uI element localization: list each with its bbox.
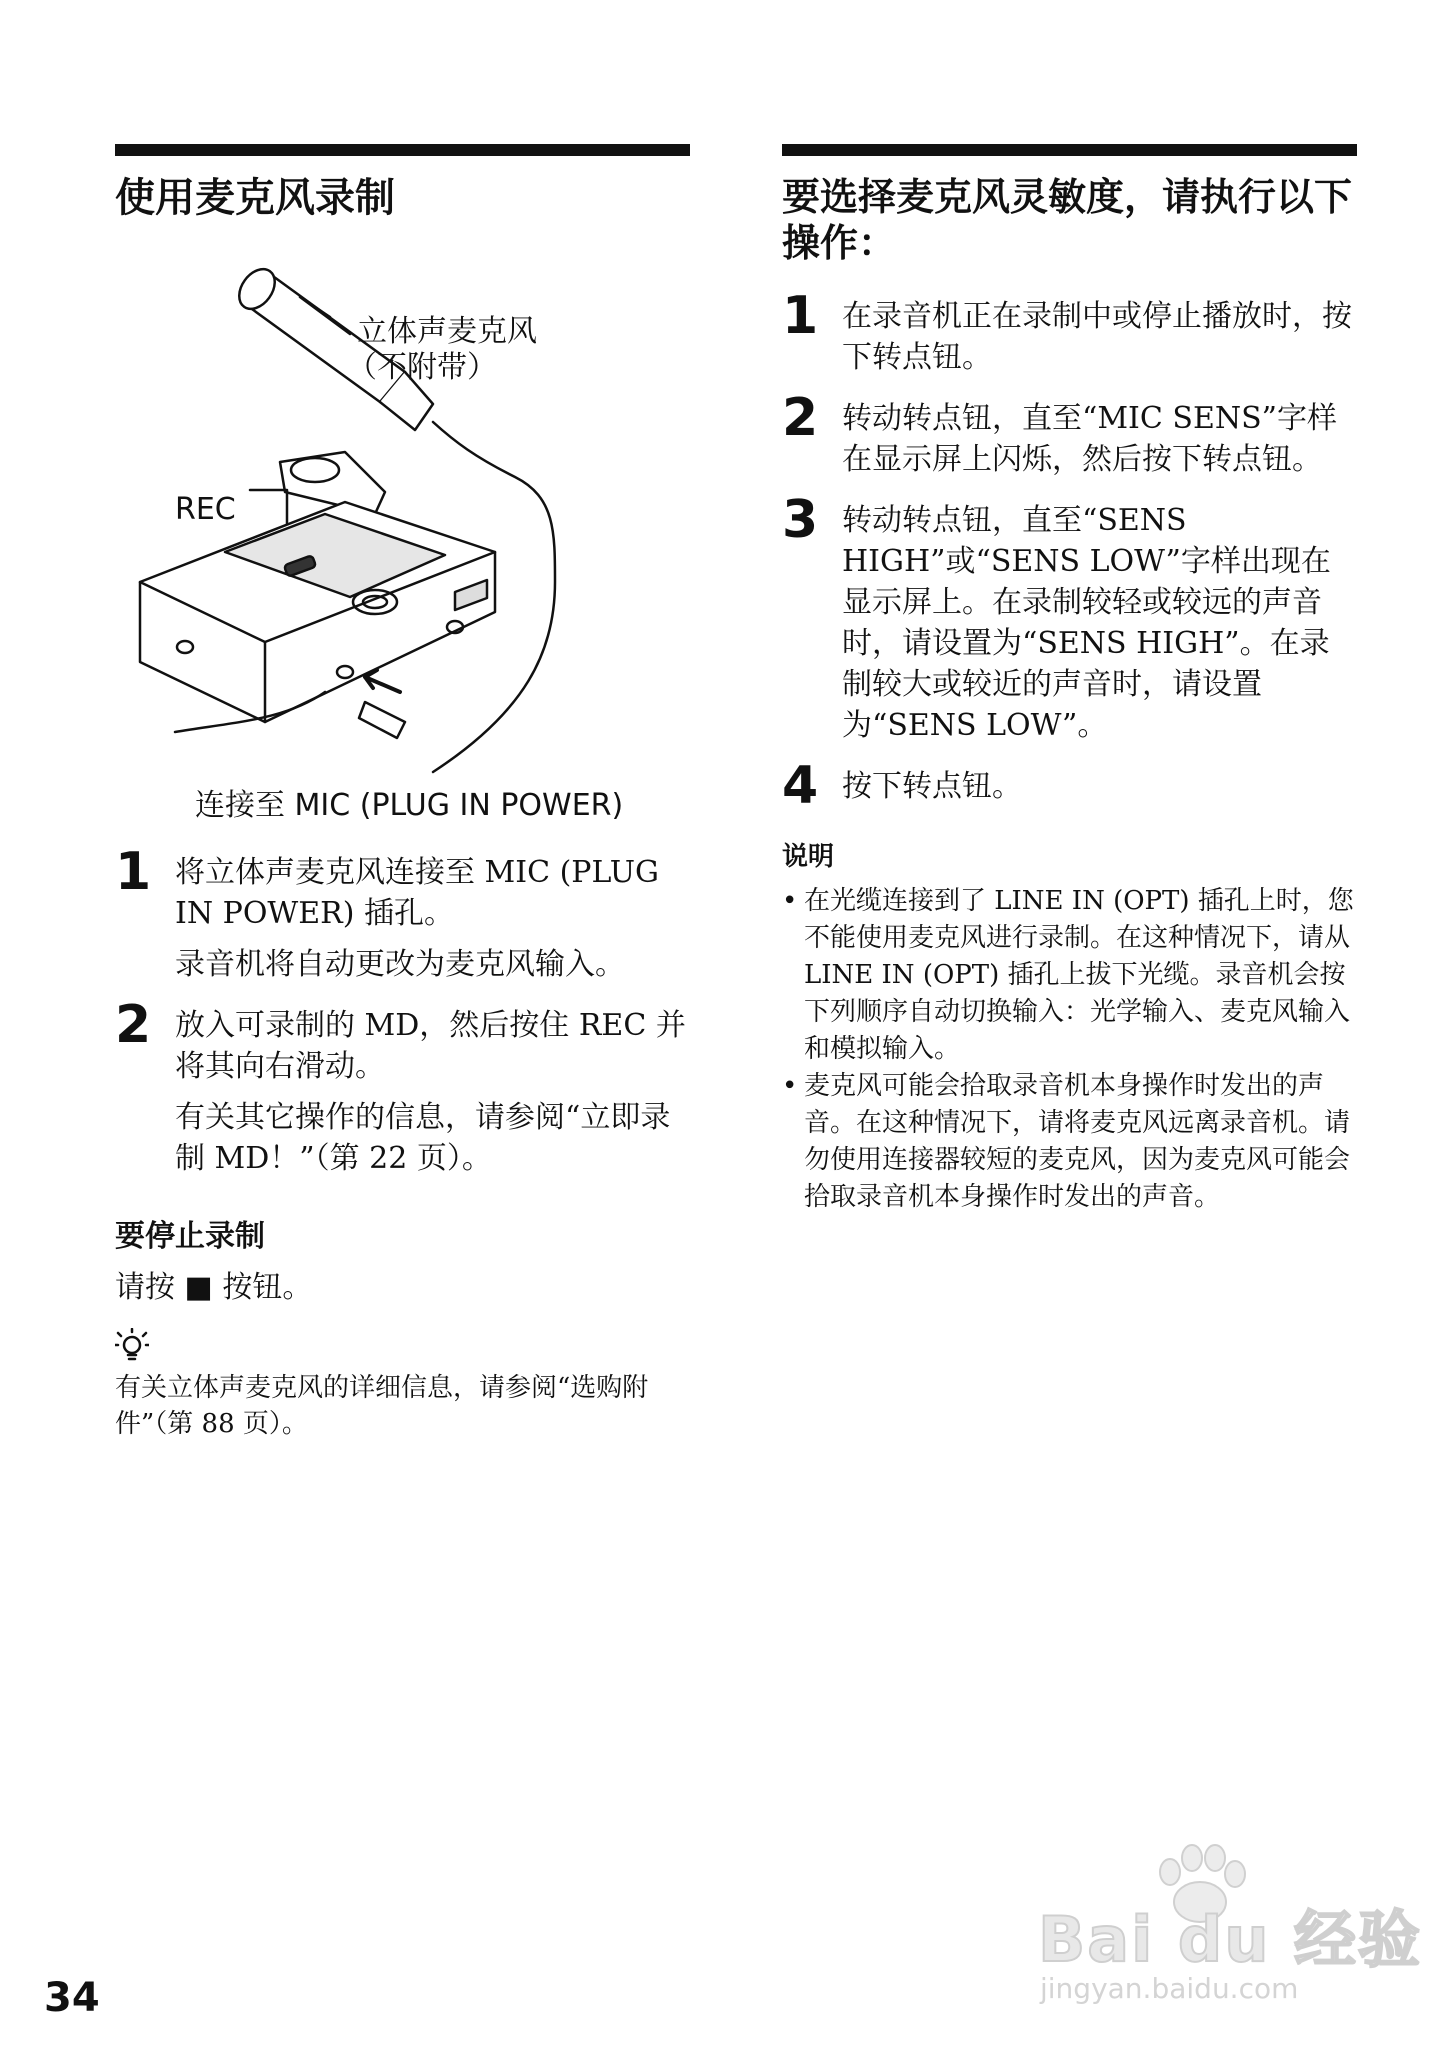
note-item: • 麦克风可能会拾取录音机本身操作时发出的声音。在这种情况下，请将麦克风远离录音机。请勿使用连接器较短的麦克风，因为麦克风可能会拾取录音机本身操作时发出的声音。 bbox=[782, 1068, 1357, 1216]
microphone-connection-figure bbox=[115, 252, 690, 832]
step-number: 2 bbox=[115, 995, 152, 1055]
step-reference: 有关其它操作的信息，请参阅“立即录制 MD！”（第 22 页）。 bbox=[175, 1100, 671, 1176]
notes-title: 说明 bbox=[782, 842, 835, 872]
right-step-3 bbox=[782, 490, 1357, 746]
right-step-4 bbox=[782, 756, 1357, 816]
step-number: 3 bbox=[782, 490, 819, 550]
stop-recording-title: 要停止录制 bbox=[115, 1219, 265, 1254]
step-text: 放入可录制的 MD，然后按住 REC 并将其向右滑动。 bbox=[175, 1008, 686, 1084]
step-text: 按下转点钮。 bbox=[842, 769, 1022, 804]
lightbulb-icon bbox=[115, 1328, 149, 1366]
step-number: 4 bbox=[782, 756, 819, 816]
watermark-brand: Bai du 经验 bbox=[1038, 1903, 1423, 1976]
mic-plug-shape bbox=[359, 702, 405, 738]
right-column bbox=[782, 144, 1357, 1216]
section-title: 要选择麦克风灵敏度，请执行以下操作： bbox=[782, 175, 1353, 265]
step-result: 录音机将自动更改为麦克风输入。 bbox=[175, 947, 625, 982]
note-item: • 在光缆连接到了 LINE IN (OPT) 插孔上时，您不能使用麦克风进行录制。在这种情况下，请从 LINE IN (OPT) 插孔上拔下光缆。录音机会按下列顺序自动切换输入：光学输入、麦克风输入和模拟输入。 bbox=[782, 883, 1357, 1068]
stop-recording-text: 请按 ■ 按钮。 bbox=[115, 1270, 313, 1305]
connect-label: 连接至 MIC (PLUG IN POWER) bbox=[195, 788, 624, 823]
step-number: 1 bbox=[782, 286, 819, 346]
step-text: 转动转点钮，直至“SENS HIGH”或“SENS LOW”字样出现在显示屏上。在录制较轻或较远的声音时，请设置为“SENS HIGH”。在录制较大或较近的声音时，请设置为“SENS LOW”。 bbox=[842, 503, 1331, 743]
baidu-watermark bbox=[1030, 1840, 1423, 2020]
step-number: 2 bbox=[782, 388, 819, 448]
step-text: 在录音机正在录制中或停止播放时，按下转点钮。 bbox=[842, 299, 1352, 375]
left-step-2 bbox=[115, 995, 690, 1179]
left-column bbox=[115, 144, 690, 1442]
section-rule bbox=[115, 144, 690, 156]
tip-text: 有关立体声麦克风的详细信息，请参阅“选购附件”（第 88 页）。 bbox=[115, 1373, 649, 1439]
section-rule bbox=[782, 144, 1357, 156]
page-number: 34 bbox=[44, 1975, 100, 2021]
left-step-1 bbox=[115, 842, 690, 985]
step-text: 转动转点钮，直至“MIC SENS”字样在显示屏上闪烁，然后按下转点钮。 bbox=[842, 401, 1337, 477]
insert-arrow bbox=[365, 670, 400, 692]
mic-label-line1: 立体声麦克风 bbox=[357, 314, 537, 349]
step-text: 将立体声麦克风连接至 MIC (PLUG IN POWER) 插孔。 bbox=[175, 855, 660, 931]
right-step-2 bbox=[782, 388, 1357, 480]
right-step-1 bbox=[782, 286, 1357, 378]
watermark-url: jingyan.baidu.com bbox=[1040, 1972, 1299, 2005]
mic-label-line2: （不附带） bbox=[347, 350, 497, 385]
step-number: 1 bbox=[115, 842, 152, 902]
rec-label: REC bbox=[175, 492, 236, 527]
section-title: 使用麦克风录制 bbox=[115, 175, 395, 221]
